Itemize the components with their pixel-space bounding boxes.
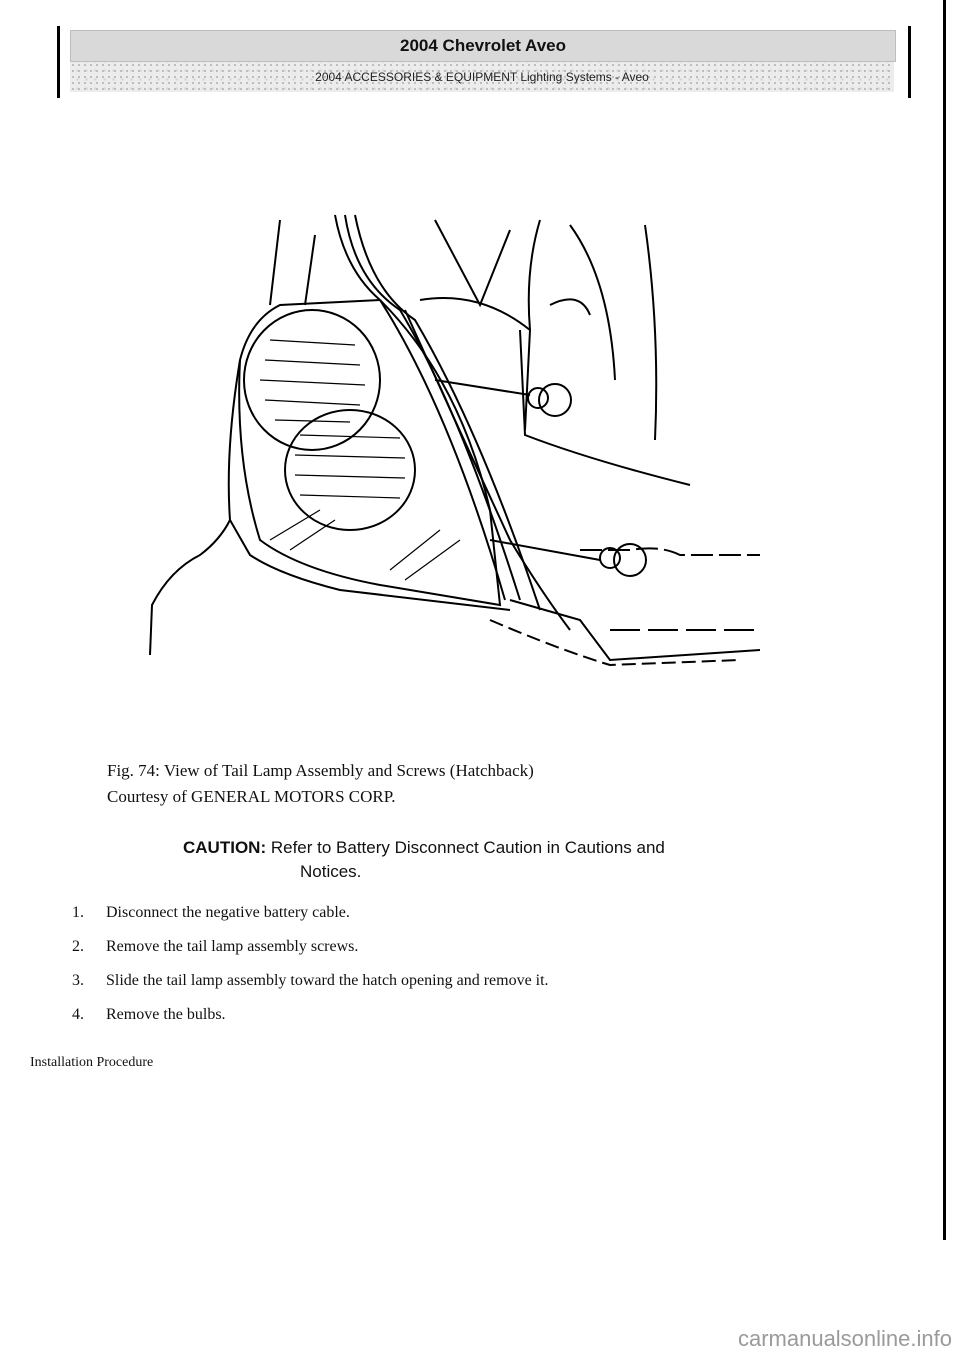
page-edge-rule <box>943 0 946 1240</box>
caption-line-2: Courtesy of GENERAL MOTORS CORP. <box>107 787 396 806</box>
caution-label: CAUTION: <box>183 838 267 857</box>
list-item <box>72 1006 549 1040</box>
step-number: 3. <box>72 972 84 989</box>
step-text: Slide the tail lamp assembly toward the hatch opening and remove it. <box>106 972 549 989</box>
step-number: 4. <box>72 1006 84 1023</box>
step-text: Remove the bulbs. <box>106 1006 226 1023</box>
caution-text-1: Refer to Battery Disconnect Caution in Cautions and <box>270 838 665 857</box>
caption-line-1: Fig. 74: View of Tail Lamp Assembly and Screws (Hatchback) <box>107 761 534 780</box>
removal-steps <box>72 904 549 1040</box>
tail-lamp-illustration <box>140 210 760 680</box>
caution-text-2: Notices. <box>300 862 362 881</box>
document-title: 2004 Chevrolet Aveo <box>70 30 896 62</box>
step-number: 2. <box>72 938 84 955</box>
caution-note <box>183 836 883 884</box>
document-subtitle: 2004 ACCESSORIES & EQUIPMENT Lighting Systems - Aveo <box>70 62 894 92</box>
list-item <box>72 938 549 972</box>
section-title: Installation Procedure <box>30 1055 154 1070</box>
step-text: Disconnect the negative battery cable. <box>106 904 350 921</box>
list-item <box>72 972 549 1006</box>
watermark: carmanualsonline.info <box>737 1326 952 1351</box>
step-number: 1. <box>72 904 84 921</box>
step-text: Remove the tail lamp assembly screws. <box>106 938 359 955</box>
list-item <box>72 904 549 938</box>
figure-caption <box>107 758 534 810</box>
